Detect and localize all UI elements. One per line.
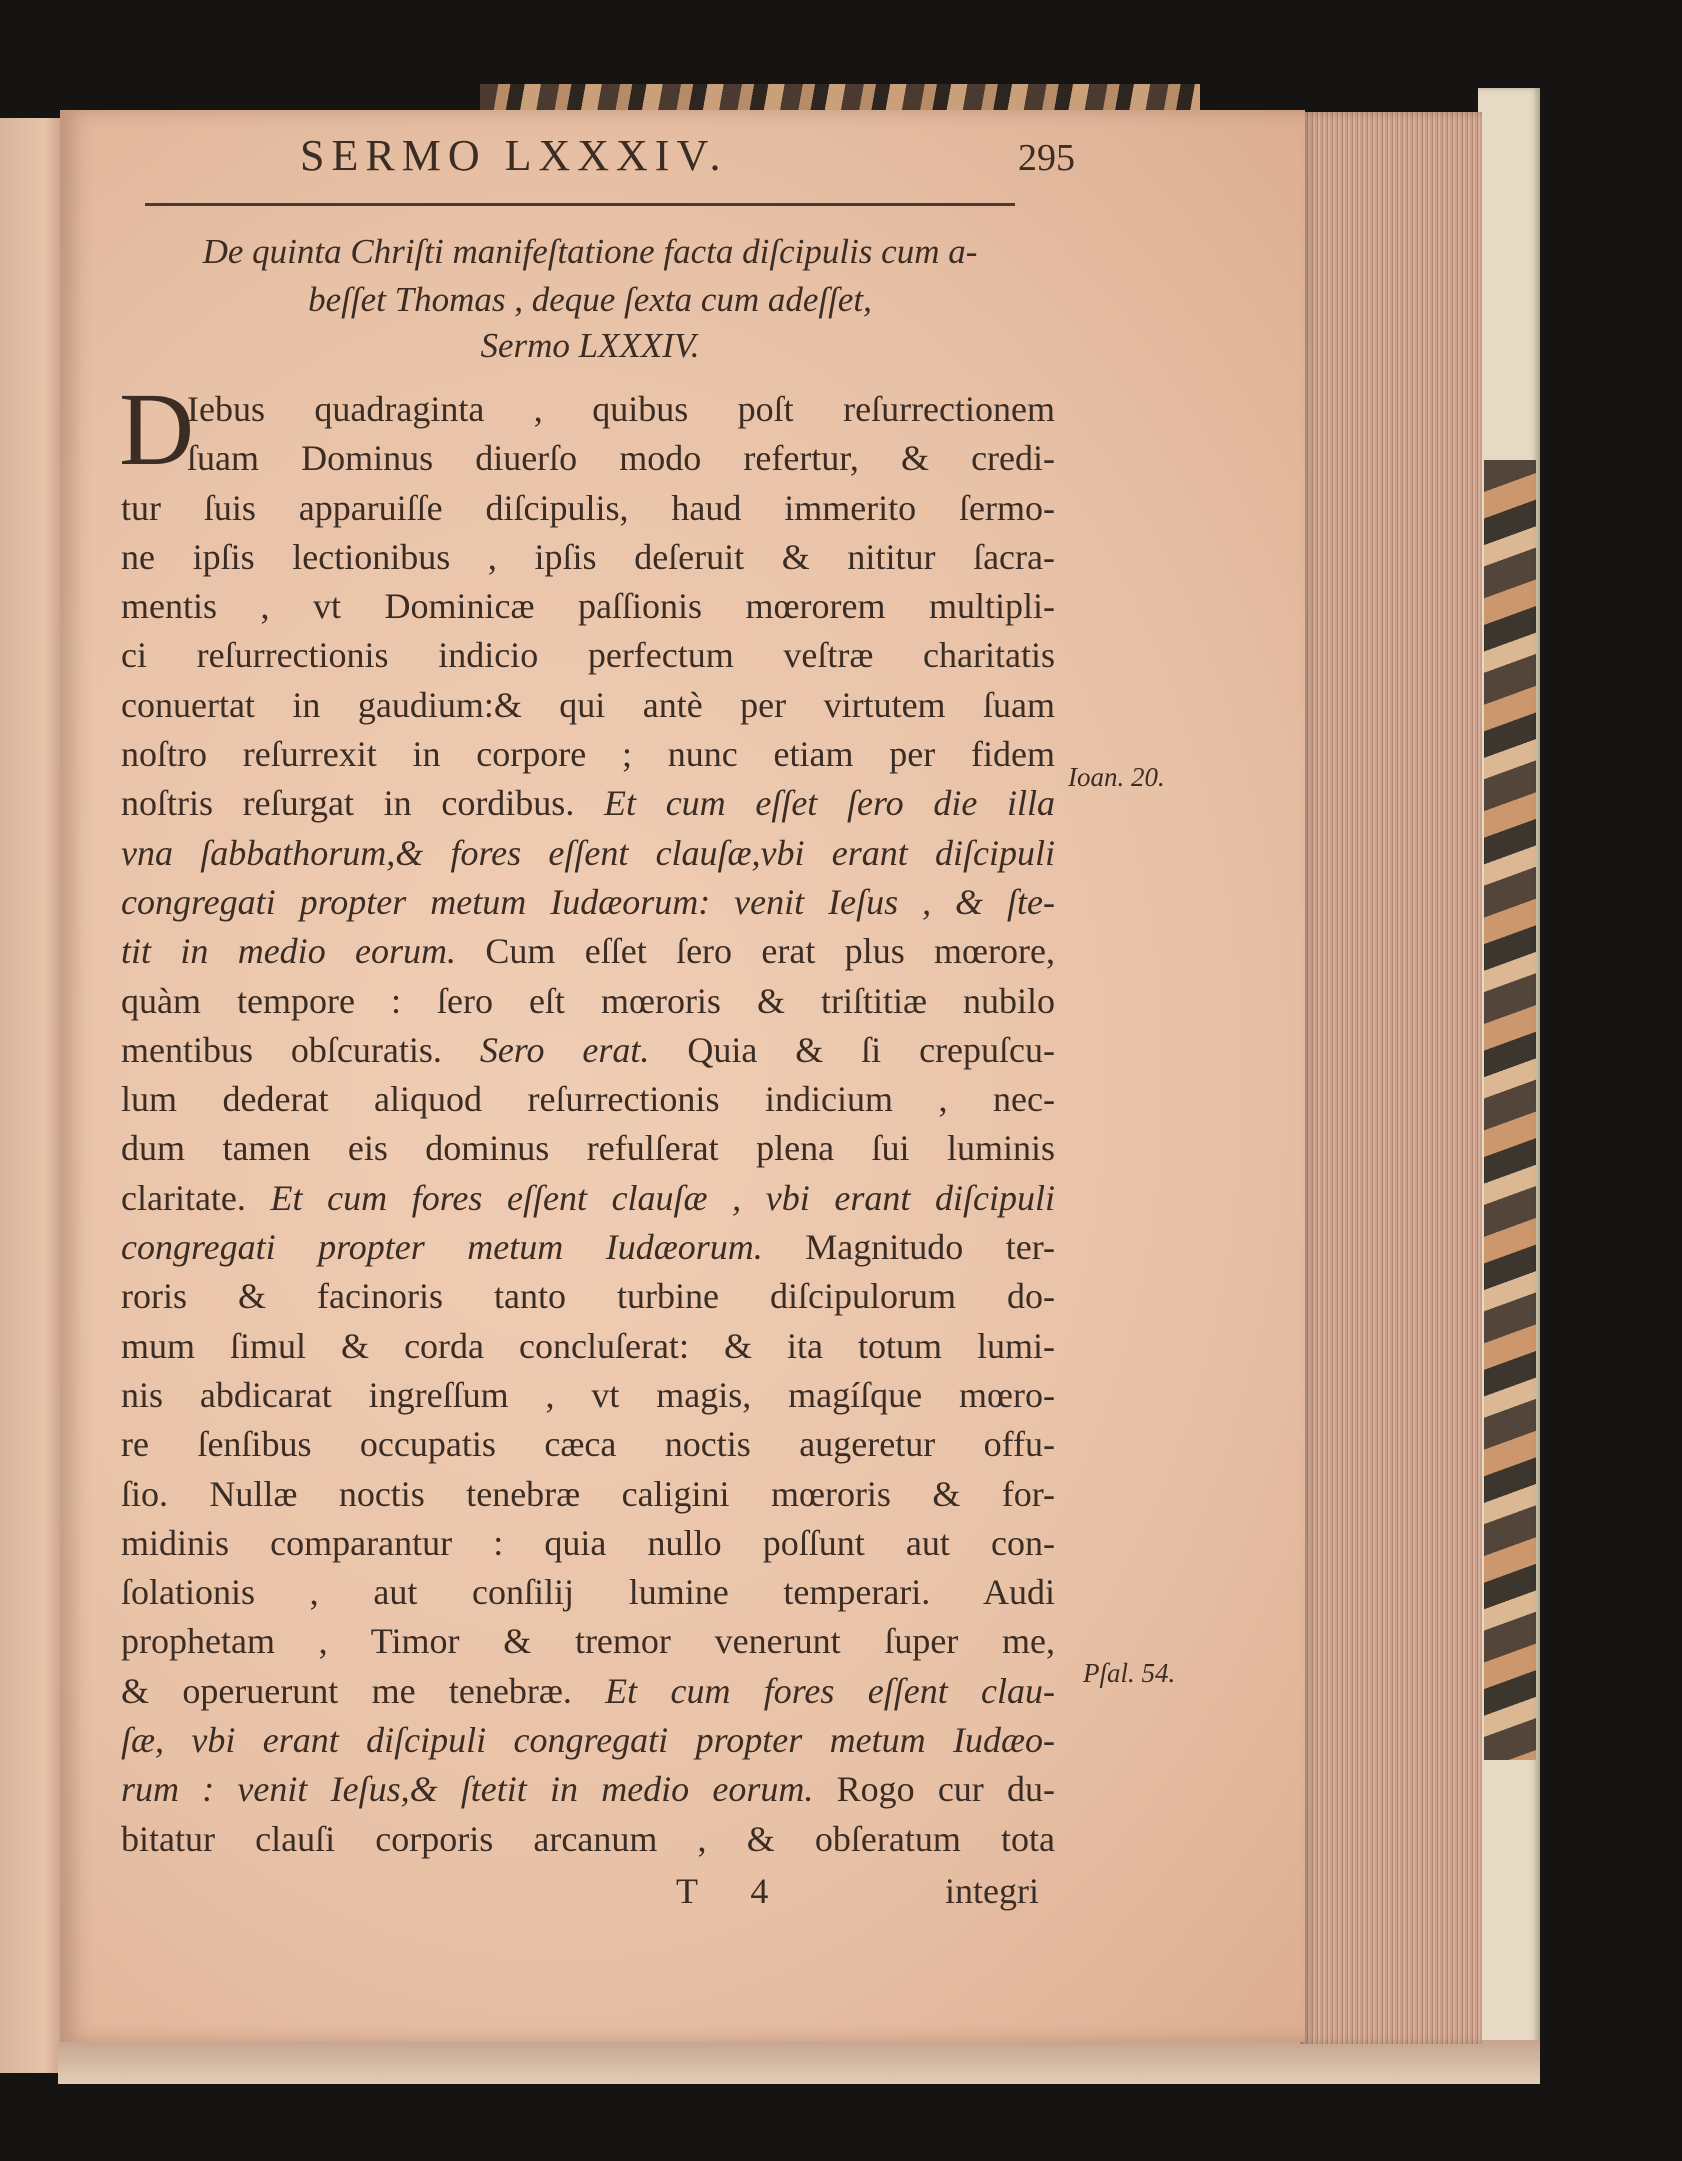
margin-note-ioan: Ioan. 20. [1068, 762, 1165, 792]
text-line [121, 1223, 1055, 1272]
text-line [121, 1815, 1055, 1864]
text-line [121, 484, 1055, 533]
sermon-title-line: De quinta Chriſti manifeſtatione facta diſcipulis cum a- [202, 232, 978, 271]
roman-text: conuertat in gaudium:& qui antè per virtutem ſuam [121, 684, 1055, 725]
text-line [187, 385, 1055, 434]
text-line [121, 533, 1055, 582]
roman-text: lum dederat aliquod reſurrectionis indicium , nec- [121, 1079, 1055, 1120]
roman-text: noſtro reſurrexit in corpore ; nunc etiam per fidem [121, 734, 1055, 775]
text-line [121, 1568, 1055, 1617]
roman-text: ſuam Dominus diuerſo modo refertur, & credi- [187, 438, 1055, 479]
header-rule [145, 203, 1015, 206]
roman-text: ci reſurrectionis indicio perfectum veſtræ charitatis [121, 635, 1055, 676]
roman-text: ſolationis , aut conſilij lumine temperari. Audi [121, 1572, 1055, 1613]
italic-text: congregati propter metum Iudæorum. [121, 1227, 763, 1268]
sermon-title-line: beſſet Thomas , deque ſexta cum adeſſet, [308, 280, 872, 319]
text-line [121, 779, 1055, 828]
italic-text: Sero erat. [479, 1029, 650, 1070]
roman-text: Quia & ſi crepuſcu- [649, 1029, 1055, 1070]
catchword: integri [945, 1871, 1039, 1911]
sermon-title-line: Sermo LXXXIV. [480, 326, 700, 365]
body-text [121, 385, 1055, 1864]
roman-text: Iebus quadraginta , quibus poſt reſurrectionem [187, 389, 1055, 429]
marbled-cover-paper [1484, 460, 1536, 1760]
italic-text: ſæ, vbi erant diſcipuli congregati propter metum Iudæo- [121, 1720, 1055, 1761]
roman-text: ne ipſis lectionibus , ipſis deſeruit & nititur ſacra- [121, 536, 1055, 577]
roman-text: claritate. [121, 1177, 271, 1218]
text-line [121, 1272, 1055, 1321]
roman-text: bitatur clauſi corporis arcanum , & obſeratum tota [121, 1818, 1055, 1859]
roman-text: nis abdicarat ingreſſum , vt magis, magíſque mœro- [121, 1374, 1055, 1415]
cover-bottom-edge [58, 2040, 1540, 2084]
roman-text: midinis comparantur : quia nullo poſſunt aut con- [121, 1522, 1055, 1563]
italic-text: tit in medio eorum. [121, 931, 486, 972]
roman-text: noſtris reſurgat in cordibus. [121, 783, 605, 824]
text-line [121, 1075, 1055, 1124]
text-line [121, 681, 1055, 730]
italic-text: Et cum fores eſſent clau- [605, 1670, 1055, 1711]
roman-text: mentis , vt Dominicæ paſſionis mœrorem multipli- [121, 586, 1055, 627]
text-line [121, 1322, 1055, 1371]
text-line [121, 1667, 1055, 1716]
text-line [121, 1470, 1055, 1519]
italic-text: Et cum eſſet ſero die illa [604, 783, 1055, 824]
page-fore-edges [1300, 112, 1482, 2044]
signature-mark: T 4 [676, 1871, 791, 1911]
text-line [121, 1174, 1055, 1223]
drop-cap: D [119, 372, 195, 487]
roman-text: mentibus obſcuratis. [121, 1029, 480, 1070]
roman-text: quàm tempore : ſero eſt mœroris & triſtitiæ nubilo [121, 980, 1055, 1021]
italic-text: vna ſabbathorum,& fores eſſent clauſæ,vbi erant diſcipuli [121, 832, 1055, 873]
text-line [121, 829, 1055, 878]
roman-text: ſio. Nullæ noctis tenebræ caligini mœroris & for- [121, 1473, 1055, 1514]
text-line [121, 1765, 1055, 1814]
text-line [121, 730, 1055, 779]
text-line [121, 1420, 1055, 1469]
text-line [121, 1617, 1055, 1666]
margin-note-psal: Pſal. 54. [1083, 1658, 1176, 1688]
roman-text: mum ſimul & corda concluſerat: & ita totum lumi- [121, 1325, 1055, 1366]
roman-text: Magnitudo ter- [762, 1227, 1055, 1268]
text-line [121, 1716, 1055, 1765]
text-line [187, 434, 1055, 483]
text-line [121, 878, 1055, 927]
italic-text: congregati propter metum Iudæorum: venit Ieſus , & ſte- [121, 881, 1055, 922]
text-line [121, 1519, 1055, 1568]
text-line [121, 1124, 1055, 1173]
roman-text: & operuerunt me tenebræ. [121, 1670, 606, 1711]
roman-text: Rogo cur du- [813, 1769, 1055, 1810]
roman-text: re ſenſibus occupatis cæca noctis augeretur offu- [121, 1424, 1055, 1465]
text-line [121, 977, 1055, 1026]
page-number: 295 [1018, 137, 1075, 179]
italic-text: Et cum fores eſſent clauſæ , vbi erant diſcipuli [270, 1177, 1055, 1218]
roman-text: prophetam , Timor & tremor venerunt ſuper me, [121, 1621, 1055, 1662]
roman-text: dum tamen eis dominus refulſerat plena ſui luminis [121, 1128, 1055, 1169]
text-line [121, 1371, 1055, 1420]
text-line [121, 631, 1055, 680]
roman-text: roris & facinoris tanto turbine diſcipulorum do- [121, 1276, 1055, 1317]
text-line [121, 927, 1055, 976]
roman-text: Cum eſſet ſero erat plus mœrore, [485, 931, 1056, 972]
italic-text: rum : venit Ieſus,& ſtetit in medio eorum. [121, 1769, 814, 1810]
text-line [121, 582, 1055, 631]
text-line [121, 1026, 1055, 1075]
facing-page-edge [0, 118, 64, 2073]
roman-text: tur ſuis apparuiſſe diſcipulis, haud immerito ſermo- [121, 487, 1055, 528]
running-head: SERMO LXXXIV. [300, 131, 728, 180]
